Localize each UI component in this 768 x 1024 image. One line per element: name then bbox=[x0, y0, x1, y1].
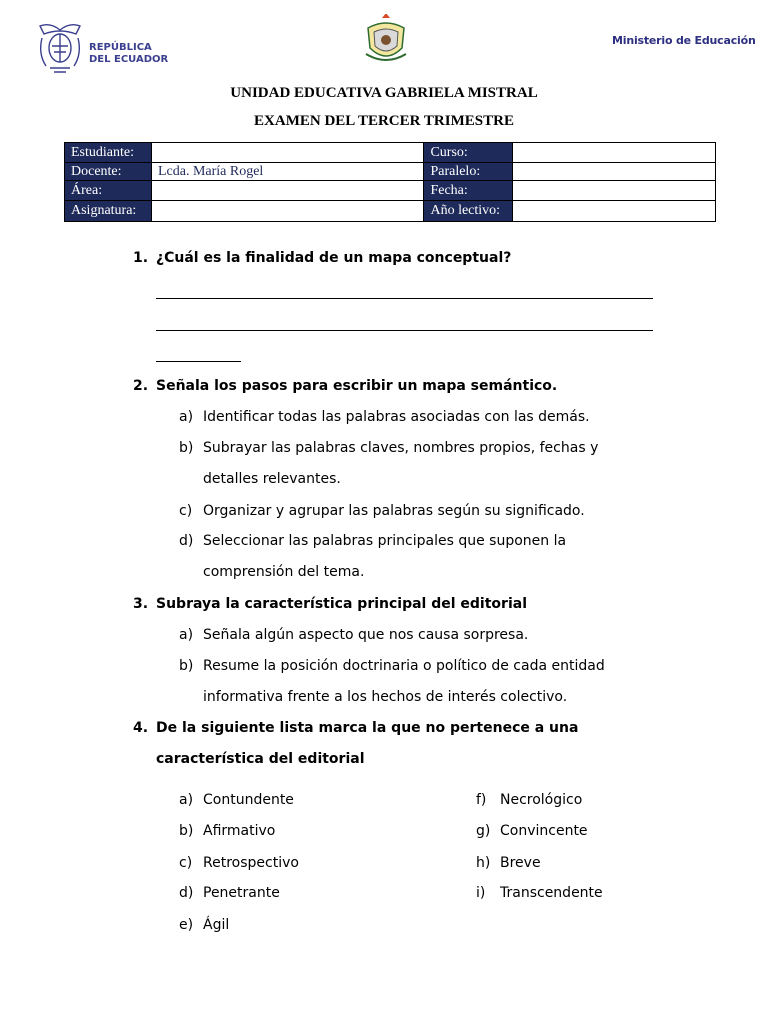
option-letter: b) bbox=[179, 440, 194, 456]
option-text[interactable]: Breve bbox=[500, 855, 541, 871]
option-text[interactable]: Afirmativo bbox=[203, 823, 276, 839]
option-text: informativa frente a los hechos de interés colectivo. bbox=[203, 689, 568, 705]
option-text[interactable]: Convincente bbox=[500, 823, 588, 839]
option-letter: f) bbox=[476, 792, 487, 808]
ano-lectivo-label: Año lectivo: bbox=[424, 201, 513, 222]
option-text[interactable]: Penetrante bbox=[203, 885, 280, 901]
option-letter: c) bbox=[179, 855, 193, 871]
asignatura-label: Asignatura: bbox=[65, 201, 152, 222]
option-text: Identificar todas las palabras asociadas con las demás. bbox=[203, 409, 590, 425]
option-letter: d) bbox=[179, 533, 194, 549]
option-letter: g) bbox=[476, 823, 491, 839]
school-crest-logo bbox=[360, 14, 412, 66]
option-letter: c) bbox=[179, 503, 193, 519]
option-text[interactable]: Ágil bbox=[203, 917, 230, 933]
option-text[interactable]: Retrospectivo bbox=[203, 855, 299, 871]
docente-field[interactable] bbox=[151, 163, 423, 181]
ministerio-educacion-logo: Ministerio de Educación bbox=[612, 34, 756, 47]
docente-label: Docente: bbox=[65, 163, 152, 181]
option-letter: b) bbox=[179, 658, 194, 674]
option-text: comprensión del tema. bbox=[203, 564, 365, 580]
option-text: Organizar y agrupar las palabras según su significado. bbox=[203, 503, 585, 519]
option-text[interactable]: Contundente bbox=[203, 792, 294, 808]
answer-line[interactable] bbox=[156, 330, 653, 331]
table-row bbox=[65, 143, 716, 163]
ano-lectivo-field[interactable] bbox=[513, 201, 716, 222]
option-text[interactable]: Necrológico bbox=[500, 792, 583, 808]
option-letter: h) bbox=[476, 855, 491, 871]
fecha-field[interactable] bbox=[513, 181, 716, 201]
option-text: Seleccionar las palabras principales que suponen la bbox=[203, 533, 567, 549]
option-text: Resume la posición doctrinaria o político de cada entidad bbox=[203, 658, 605, 674]
option-letter: b) bbox=[179, 823, 194, 839]
option-letter: a) bbox=[179, 627, 194, 643]
option-text: Subrayar las palabras claves, nombres propios, fechas y bbox=[203, 440, 599, 456]
paralelo-label: Paralelo: bbox=[424, 163, 513, 181]
option-letter: d) bbox=[179, 885, 194, 901]
question-number: 3. bbox=[133, 596, 149, 612]
question-number: 4. bbox=[133, 720, 149, 736]
paralelo-field[interactable] bbox=[513, 163, 716, 181]
option-text: Señala algún aspecto que nos causa sorpresa. bbox=[203, 627, 529, 643]
question-1-text: ¿Cuál es la finalidad de un mapa conceptual? bbox=[156, 250, 512, 266]
question-3-text: Subraya la característica principal del editorial bbox=[156, 596, 527, 612]
curso-field[interactable] bbox=[513, 143, 716, 163]
table-row bbox=[65, 201, 716, 222]
republica-ecuador-logo-text: REPÚBLICA DEL ECUADOR bbox=[89, 42, 169, 65]
fecha-label: Fecha: bbox=[424, 181, 513, 201]
option-text: detalles relevantes. bbox=[203, 471, 341, 487]
question-4-text: De la siguiente lista marca la que no pertenece a una bbox=[156, 720, 579, 736]
question-number: 1. bbox=[133, 250, 149, 266]
asignatura-field[interactable] bbox=[151, 201, 423, 222]
answer-line[interactable] bbox=[156, 361, 241, 362]
table-row bbox=[65, 163, 716, 181]
estudiante-label: Estudiante: bbox=[65, 143, 152, 163]
area-label: Área: bbox=[65, 181, 152, 201]
option-letter: i) bbox=[476, 885, 486, 901]
table-row bbox=[65, 181, 716, 201]
option-letter: a) bbox=[179, 792, 194, 808]
area-field[interactable] bbox=[151, 181, 423, 201]
option-letter: e) bbox=[179, 917, 194, 933]
answer-line[interactable] bbox=[156, 298, 653, 299]
question-number: 2. bbox=[133, 378, 149, 394]
option-text[interactable]: Transcendente bbox=[500, 885, 603, 901]
docente-value: Lcda. María Rogel bbox=[157, 163, 264, 179]
question-2-text: Señala los pasos para escribir un mapa semántico. bbox=[156, 378, 558, 394]
exam-title: EXAMEN DEL TERCER TRIMESTRE bbox=[254, 113, 514, 129]
estudiante-field[interactable] bbox=[151, 143, 423, 163]
question-4-text: característica del editorial bbox=[156, 751, 365, 767]
school-name-title: UNIDAD EDUCATIVA GABRIELA MISTRAL bbox=[230, 85, 538, 101]
curso-label: Curso: bbox=[424, 143, 513, 163]
option-letter: a) bbox=[179, 409, 194, 425]
student-info-table bbox=[64, 142, 716, 222]
